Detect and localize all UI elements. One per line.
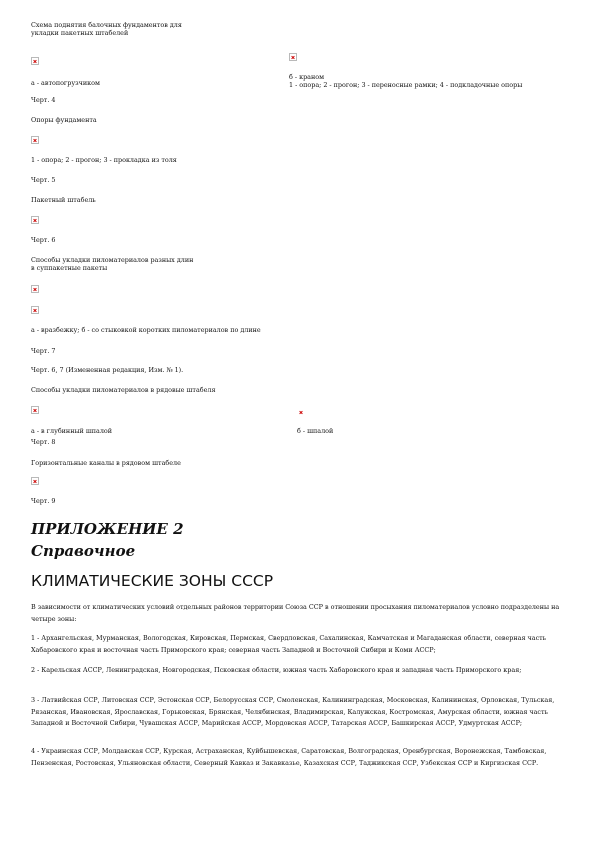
broken-image-icon xyxy=(31,216,39,224)
section-title: Пакетный штабель xyxy=(31,196,96,204)
figure-a xyxy=(31,406,281,435)
figure-legend: 1 - опора; 2 - прогон; 3 - прокладка из толя xyxy=(31,156,177,164)
figure-number: Черт. 4 xyxy=(31,96,56,104)
figure-b xyxy=(297,408,547,435)
revision-note: Черт. 6, 7 (Измененная редакция, Изм. № 1). xyxy=(31,366,184,374)
section-title: Опоры фундамента xyxy=(31,116,97,124)
zone-paragraph: 2 - Карельская АССР, Ленинградская, Новгородская, Псковская области, южная часть Хабаровского края и западная часть Приморского края; xyxy=(31,666,522,674)
figure-number: Черт. 8 xyxy=(31,438,56,446)
broken-image-icon xyxy=(31,406,39,414)
figure-number: Черт. 9 xyxy=(31,497,56,505)
page-title: КЛИМАТИЧЕСКИЕ ЗОНЫ СССР xyxy=(31,572,274,590)
figure-title: Схема поднятия балочных фундаментов для укладки пакетных штабелей xyxy=(31,21,182,38)
figure-legend: 1 - опора; 2 - прогон; 3 - переносные рамки; 4 - подкладочные опоры xyxy=(289,81,523,90)
figure-caption: б - шпалой xyxy=(297,427,334,435)
broken-image-icon xyxy=(289,53,297,61)
zone-paragraph: 3 - Латвийская ССР, Литовская ССР, Эстонская ССР, Белорусская ССР, Смоленская, Калининградская, Московская, Калининская, Орловская, Тульская, Рязанская, Ивановская, Ярославская, Горьковская, Брянская, Челябинская, Владимирская, Калужская, Костромская, Амурская области, южная часть Западной и Восточной Сибири, Чувашская АССР, Марийская АССР, Мордовская АССР, Татарская АССР, Башкирская АССР, Удмуртская АССР; xyxy=(31,696,555,728)
appendix-subtitle: Справочное xyxy=(31,542,136,560)
figure-caption: а - в глубинный шпалой xyxy=(31,427,113,435)
section-title: Горизонтальные каналы в рядовом штабеле xyxy=(31,459,181,467)
image-placeholder xyxy=(31,285,571,304)
intro-paragraph: В зависимости от климатических условий отдельных районов территории Союза ССР в отношении просыхания пиломатериалов условно подразделены на четыре зоны: xyxy=(31,603,560,623)
image-placeholder xyxy=(31,136,571,155)
section-title: Способы укладки пиломатериалов в рядовые штабеля xyxy=(31,386,216,394)
zone-paragraph: 1 - Архангельская, Мурманская, Вологодская, Кировская, Пермская, Свердловская, Сахалинская, Камчатская и Магаданская области, северная часть Хабаровского края и восточная часть Приморского края; северная часть Западной и Восточной Сибири и Коми АССР; xyxy=(31,634,547,654)
section-title: Способы укладки пиломатериалов разных длин в суппакетные пакеты xyxy=(31,256,194,273)
broken-image-icon xyxy=(31,477,39,485)
figure-b xyxy=(289,53,579,90)
appendix-title: ПРИЛОЖЕНИЕ 2 xyxy=(31,520,184,538)
figure-number: Черт. 6 xyxy=(31,236,56,244)
figure-number: Черт. 5 xyxy=(31,176,56,184)
figure-number: Черт. 7 xyxy=(31,347,56,355)
broken-image-icon xyxy=(31,306,39,314)
figure-caption: б - краном xyxy=(289,73,325,81)
image-placeholder xyxy=(31,306,571,325)
zone-paragraph: 4 - Украинская ССР, Молдавская ССР, Курская, Астраханская, Куйбышевская, Саратовская, Волгоградская, Оренбургская, Воронежская, Тамбовская, Пензенская, Ростовская, Ульяновская области, Северный Кавказ и Закавказье, Казахская ССР, Таджикская ССР, Узбекская ССР и Киргизская ССР. xyxy=(31,747,547,767)
broken-image-icon xyxy=(31,136,39,144)
image-placeholder xyxy=(31,477,571,496)
figure-caption: а - автопогрузчиком xyxy=(31,79,100,87)
broken-image-icon xyxy=(31,57,39,65)
figure-caption: а - вразбежку; б - со стыковкой коротких пиломатериалов по длине xyxy=(31,326,261,334)
broken-image-icon xyxy=(297,408,305,416)
broken-image-icon xyxy=(31,285,39,293)
image-placeholder xyxy=(31,216,571,235)
